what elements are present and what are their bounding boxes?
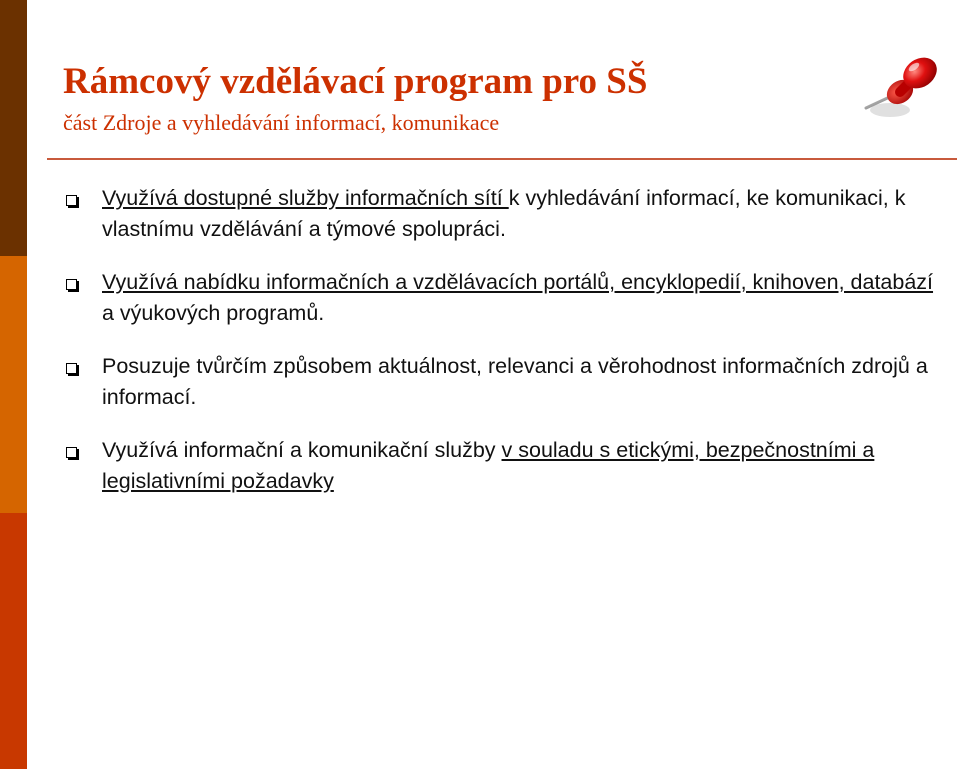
square-bullet-icon (66, 447, 77, 458)
slide-subtitle: část Zdroje a vyhledávání informací, komunikace (63, 110, 500, 135)
title-divider (47, 158, 957, 160)
side-bar-middle (0, 256, 27, 513)
bullet-underlined-text: Využívá nabídku informačních a vzdělávacích portálů, encyklopedií, knihoven, databází (102, 270, 934, 294)
bullet-text (102, 435, 936, 497)
list-item (66, 351, 936, 413)
slide-title: Rámcový vzdělávací program pro SŠ (63, 61, 648, 102)
bullet-plain-text: Využívá informační a komunikační služby (102, 438, 502, 462)
bullet-plain-text: k vyhledávání informací, ke komunikaci, k vlastnímu vzdělávání a týmové spolupráci. (102, 186, 906, 241)
side-bar-bottom (0, 513, 27, 769)
bullet-plain-text: a výukových programů. (102, 301, 325, 325)
bullet-underlined-text: Využívá dostupné služby informačních sítí (102, 186, 509, 210)
list-item (66, 435, 936, 497)
bullet-list (66, 183, 936, 519)
square-bullet-icon (66, 279, 77, 290)
pushpin-icon (856, 52, 946, 132)
bullet-underlined-text: v souladu s etickými, bezpečnostními a legislativními požadavky (102, 438, 875, 493)
list-item (66, 183, 936, 245)
side-bar-top (0, 0, 27, 256)
bullet-text: Posuzuje tvůrčím způsobem aktuálnost, relevanci a věrohodnost informačních zdrojů a informací. (102, 354, 928, 409)
square-bullet-icon (66, 363, 77, 374)
list-item (66, 267, 936, 329)
square-bullet-icon (66, 195, 77, 206)
bullet-text (102, 183, 936, 245)
bullet-text (102, 267, 936, 329)
